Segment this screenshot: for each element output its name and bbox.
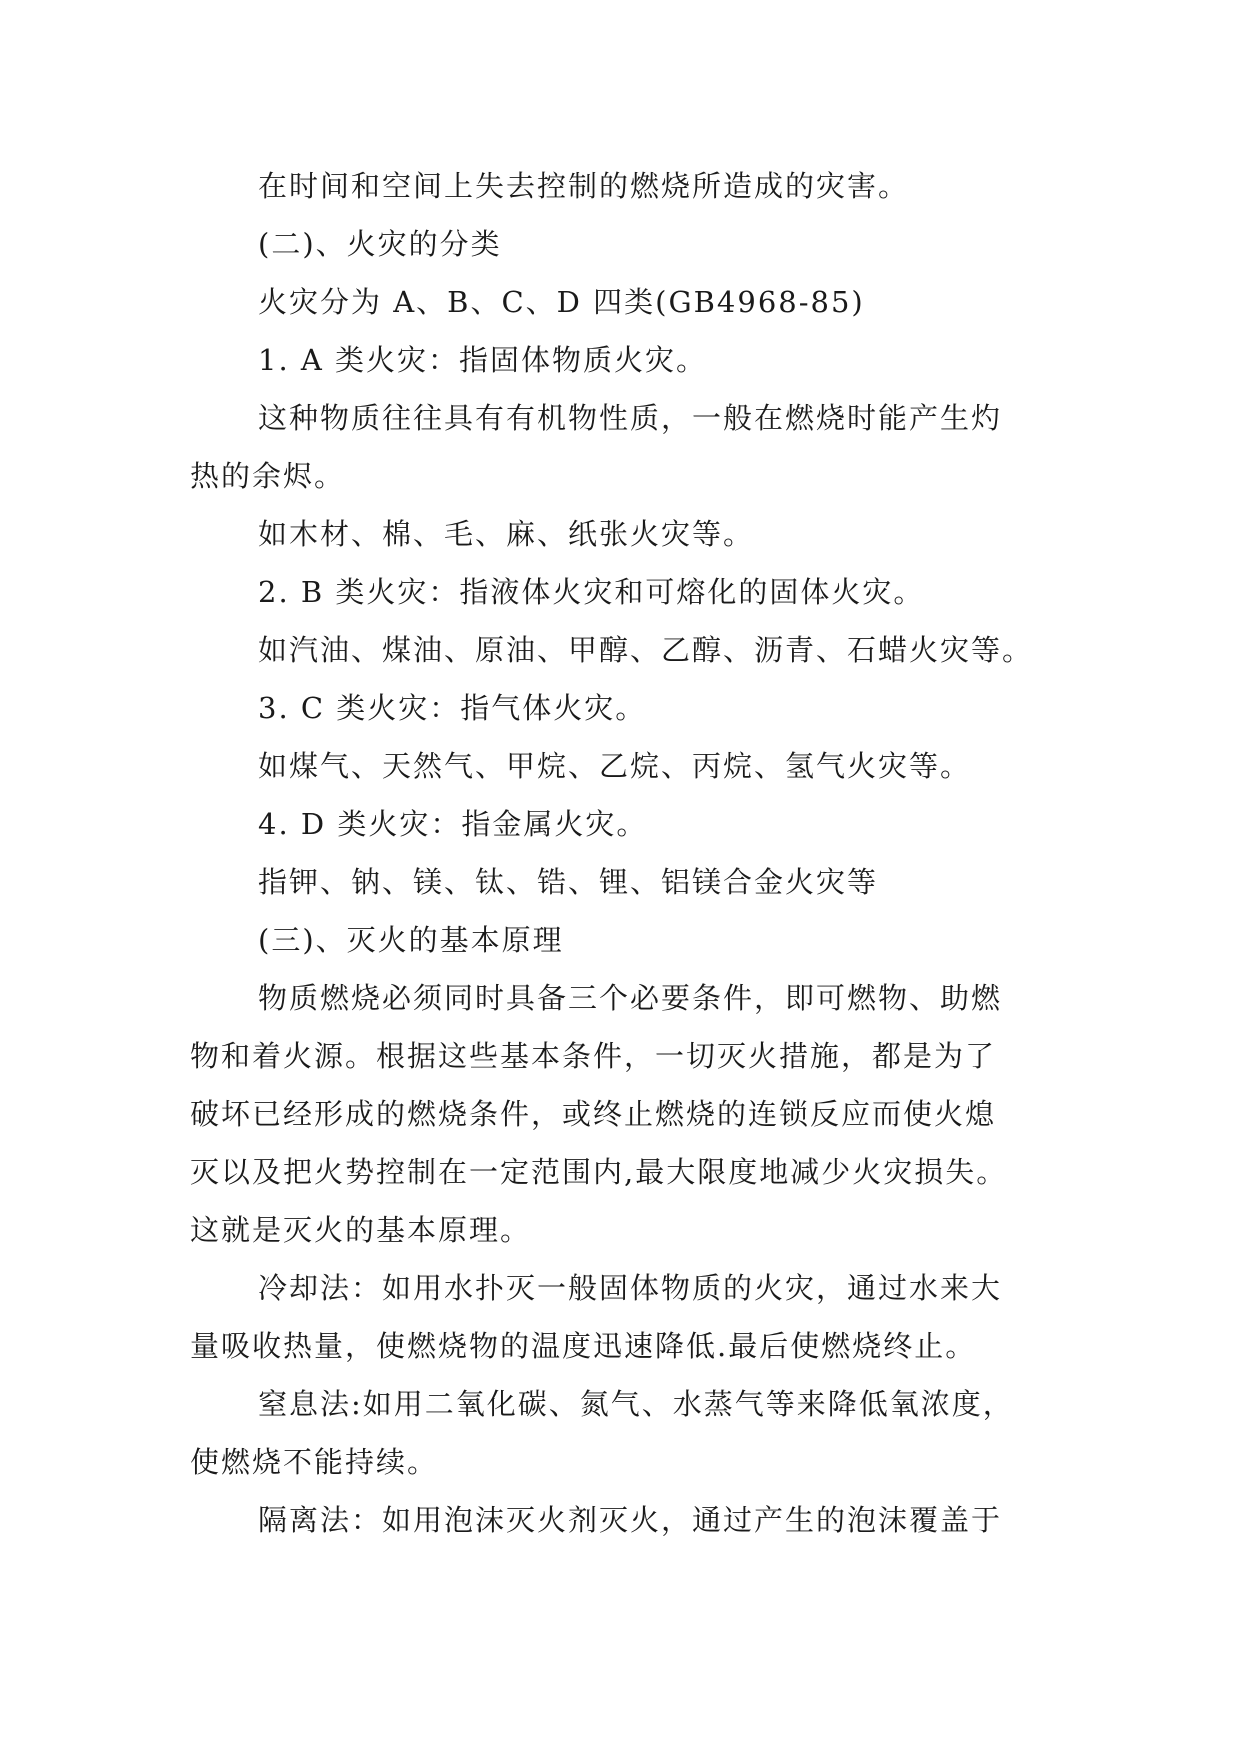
paragraph-line: 窒息法:如用二氧化碳、氮气、水蒸气等来降低氧浓度，	[258, 1387, 1014, 1421]
paragraph-line: 火灾分为 A、B、C、D 四类(GB4968-85)	[258, 285, 865, 319]
list-item-heading: 1. A 类火灾：指固体物质火灾。	[258, 343, 708, 377]
list-item-heading: 2. B 类火灾：指液体火灾和可熔化的固体火灾。	[258, 575, 925, 609]
paragraph-line: 物质燃烧必须同时具备三个必要条件，即可燃物、助燃	[258, 981, 1003, 1015]
paragraph-line: 这就是灭火的基本原理。	[190, 1213, 532, 1247]
paragraph-line: 在时间和空间上失去控制的燃烧所造成的灾害。	[258, 169, 910, 203]
paragraph-line: 热的余烬。	[190, 459, 346, 493]
paragraph-line: 使燃烧不能持续。	[190, 1445, 439, 1479]
paragraph-line: 冷却法：如用水扑灭一般固体物质的火灾，通过水来大	[258, 1271, 1003, 1305]
paragraph-line: 灭以及把火势控制在一定范围内,最大限度地减少火灾损失。	[190, 1155, 1008, 1189]
section-heading: (三)、灭火的基本原理	[258, 923, 564, 957]
list-item-heading: 3. C 类火灾：指气体火灾。	[258, 691, 647, 725]
paragraph-line: 量吸收热量，使燃烧物的温度迅速降低.最后使燃烧终止。	[190, 1329, 977, 1363]
paragraph-line: 这种物质往往具有有机物性质，一般在燃烧时能产生灼	[258, 401, 1003, 435]
paragraph-line: 物和着火源。根据这些基本条件，一切灭火措施，都是为了	[190, 1039, 997, 1073]
section-heading: (二)、火灾的分类	[258, 227, 502, 261]
list-item-heading: 4. D 类火灾：指金属火灾。	[258, 807, 648, 841]
paragraph-line: 如汽油、煤油、原油、甲醇、乙醇、沥青、石蜡火灾等。	[258, 633, 1034, 667]
paragraph-line: 如煤气、天然气、甲烷、乙烷、丙烷、氢气火灾等。	[258, 749, 972, 783]
paragraph-line: 破坏已经形成的燃烧条件，或终止燃烧的连锁反应而使火熄	[190, 1097, 997, 1131]
paragraph-line: 指钾、钠、镁、钛、锆、锂、铝镁合金火灾等	[258, 865, 879, 899]
paragraph-line: 如木材、棉、毛、麻、纸张火灾等。	[258, 517, 755, 551]
paragraph-line: 隔离法：如用泡沫灭火剂灭火，通过产生的泡沫覆盖于	[258, 1503, 1003, 1537]
